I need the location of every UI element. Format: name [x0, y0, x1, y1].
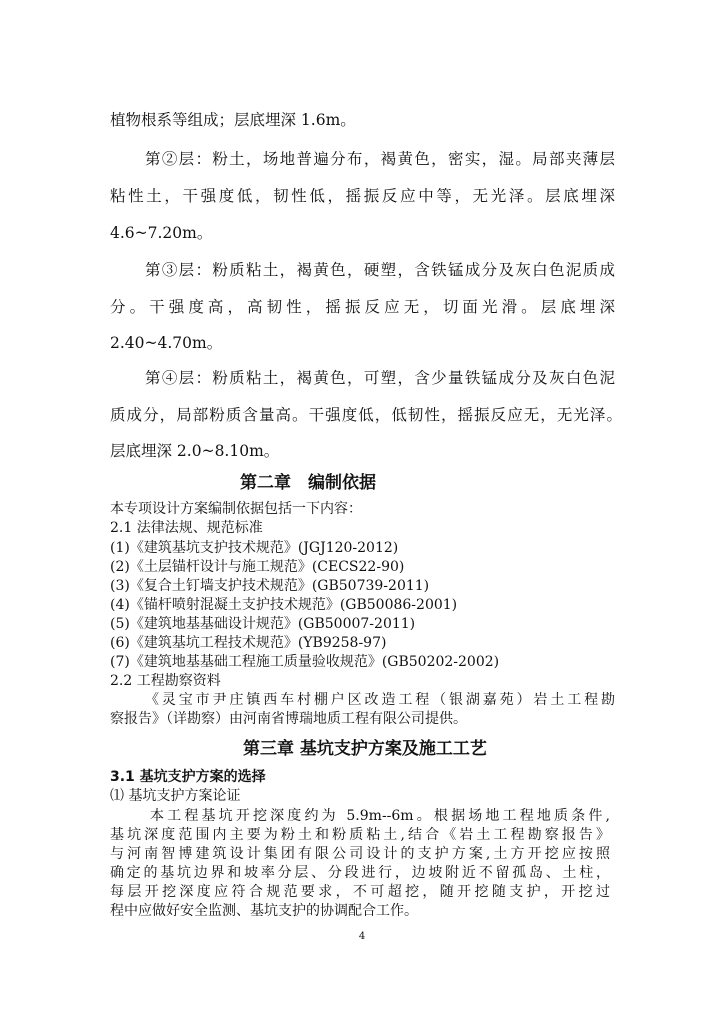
paragraph-line: 与河南智博建筑设计集团有限公司设计的支护方案,土方开挖应按照	[110, 846, 610, 862]
survey-line1: 《灵宝市尹庄镇西车村棚户区改造工程（银湖嘉苑）岩土工程勘	[145, 692, 615, 708]
layer4-line1: 第④层：粉质粘土，褐黄色，可塑，含少量铁锰成分及灰白色泥	[145, 369, 615, 387]
survey-line2: 察报告》（详勘察）由河南省博瑞地质工程有限公司提供。	[110, 711, 467, 727]
layer3-line2: 分。干强度高，高韧性，摇振反应无，切面光滑。层底埋深	[110, 298, 615, 316]
page-number: 4	[358, 931, 366, 942]
section-2-1-title: 2.1 法律法规、规范标准	[110, 520, 263, 536]
reference-item: (4)《锚杆喷射混凝土支护技术规范》(GB50086-2001)	[110, 597, 458, 613]
reference-item: (3)《复合土钉墙支护技术规范》(GB50739-2011)	[110, 578, 430, 594]
layer2-line2: 粘性土，干强度低，韧性低，摇振反应中等，无光泽。层底埋深	[110, 187, 615, 205]
paragraph-line: 基坑深度范围内主要为粉土和粉质粘土,结合《岩土工程勘察报告》	[110, 827, 610, 843]
chapter2-title: 第二章 编制依据	[240, 473, 376, 493]
layer3-line3: 2.40~4.70m。	[110, 334, 223, 352]
layer2-line3: 4.6~7.20m。	[110, 224, 213, 242]
chapter3-title: 第三章 基坑支护方案及施工工艺	[243, 739, 487, 759]
reference-item: (6)《建筑基坑工程技术规范》(YB9258-97)	[110, 635, 387, 651]
paragraph-line: 每层开挖深度应符合规范要求，不可超挖，随开挖随支护，开挖过	[110, 884, 610, 900]
reference-item: (5)《建筑地基基础设计规范》(GB50007-2011)	[110, 616, 416, 632]
subsection-3-1-1-title: ⑴ 基坑支护方案论证	[110, 788, 241, 804]
layer3-line1: 第③层：粉质粘土，褐黄色，硬塑，含铁锰成分及灰白色泥质成	[145, 261, 615, 279]
layer2-line1: 第②层：粉土，场地普遍分布，褐黄色，密实，湿。局部夹薄层	[145, 150, 615, 168]
reference-item: (2)《土层锚杆设计与施工规范》(CECS22-90)	[110, 559, 405, 575]
layer4-line2: 质成分，局部粉质含量高。干强度低，低韧性，摇振反应无，无光泽。	[110, 406, 622, 424]
layer1-end: 植物根系等组成；层底埋深 1.6m。	[110, 111, 356, 129]
reference-item: (7)《建筑地基基础工程施工质量验收规范》(GB50202-2002)	[110, 654, 500, 670]
chapter2-intro: 本专项设计方案编制依据包括一下内容：	[110, 501, 362, 517]
paragraph-line: 本工程基坑开挖深度约为 5.9m--6m。根据场地工程地质条件,	[150, 808, 610, 824]
paragraph-line: 程中应做好安全监测、基坑支护的协调配合工作。	[110, 903, 418, 919]
reference-item: (1)《建筑基坑支护技术规范》(JGJ120-2012)	[110, 540, 399, 556]
section-2-2-title: 2.2 工程勘察资料	[110, 673, 221, 689]
layer4-line3: 层底埋深 2.0~8.10m。	[110, 442, 280, 460]
paragraph-line: 确定的基坑边界和坡率分层、分段进行，边坡附近不留孤岛、土柱，	[110, 865, 610, 881]
section-3-1-title: 3.1 基坑支护方案的选择	[110, 769, 266, 785]
